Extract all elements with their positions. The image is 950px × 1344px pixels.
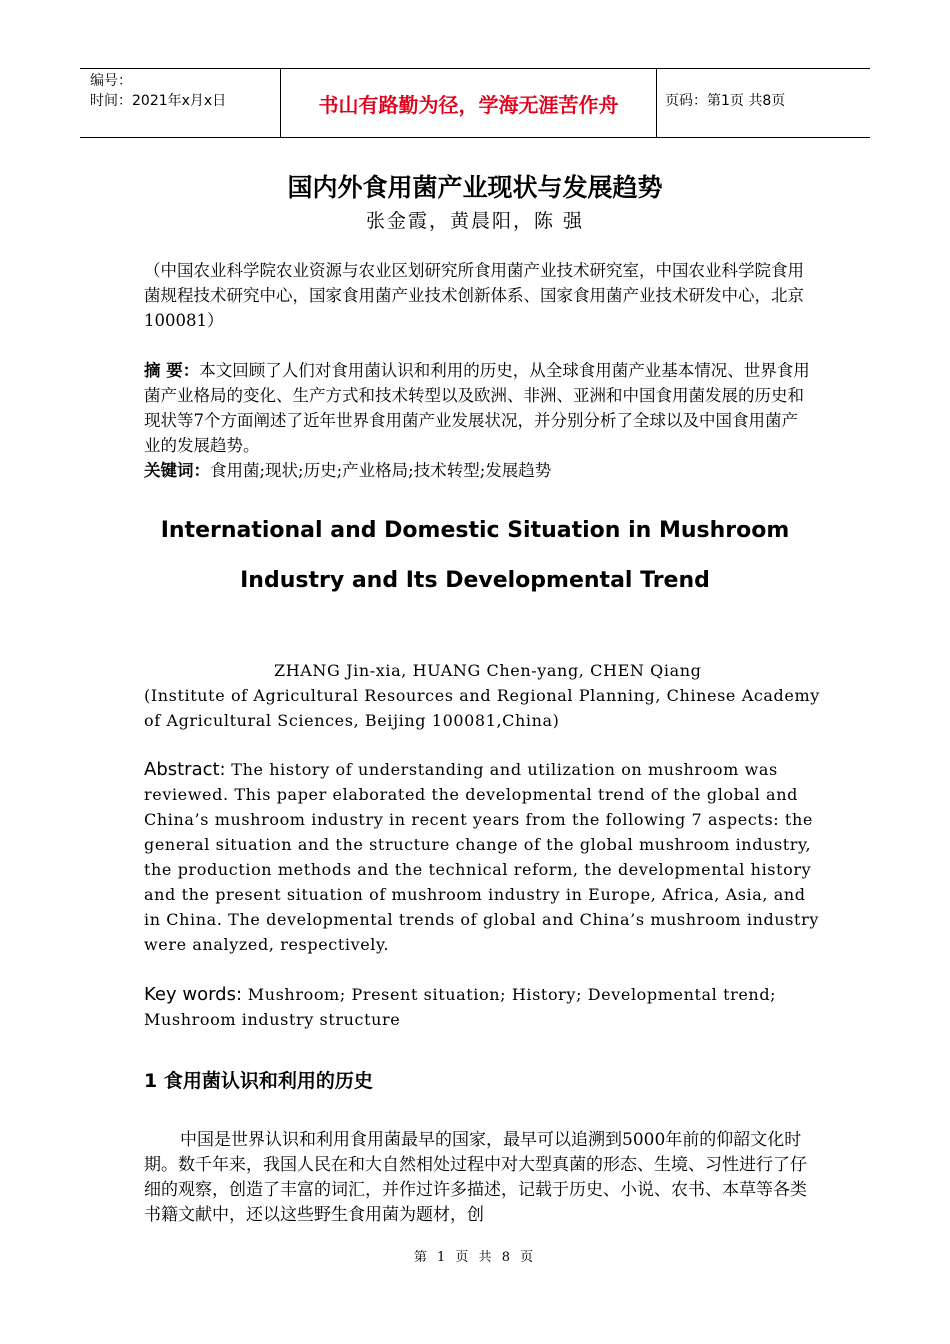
- section-1-heading: 1 食用菌认识和利用的历史: [144, 1070, 373, 1092]
- abstract-cn-text: 本文回顾了人们对食用菌认识和利用的历史，从全球食用菌产业基本情况、世界食用菌产业格局的变化、生产方式和技术转型以及欧洲、非洲、亚洲和中国食用菌发展的历史和现状等7个方面阐述了近年世界食用菌产业发展状况，并分别分析了全球以及中国食用菌产业的发展趋势。: [144, 361, 810, 455]
- article-title-cn: 国内外食用菌产业现状与发展趋势: [287, 173, 663, 202]
- header-motto: 书山有路勤为径，学海无涯苦作舟: [280, 69, 657, 137]
- section-1-body: 中国是世界认识和利用食用菌最早的国家，最早可以追溯到5000年前的仰韶文化时期。数千年来，我国人民在和大自然相处过程中对大型真菌的形态、生境、习性进行了仔细的观察，创造了丰富的词汇，并作过许多描述，记载于历史、小说、农书、本草等各类书籍文献中，还以这些野生食用菌为题材，创: [144, 1130, 807, 1225]
- abstract-en: [144, 757, 824, 957]
- header-page-label: 页码：第1页 共8页: [665, 93, 786, 109]
- abstract-cn: [144, 358, 814, 458]
- doc-code-label: 编号：: [90, 73, 132, 89]
- authors-en: ZHANG Jin-xia, HUANG Chen-yang, CHEN Qiang: [274, 661, 702, 680]
- doc-time-label: 时间：2021年x月x日: [90, 93, 227, 109]
- authors-cn: 张金霞，黄晨阳，陈 强: [365, 210, 585, 232]
- article-title-en-line1: International and Domestic Situation in Mushroom: [160, 518, 790, 543]
- keywords-en-text: Mushroom; Present situation; History; Developmental trend; Mushroom industry structure: [144, 985, 782, 1029]
- abstract-en-label: Abstract:: [144, 759, 226, 780]
- abstract-cn-label: 摘 要：: [144, 361, 200, 380]
- keywords-cn-label: 关键词：: [144, 461, 210, 480]
- page-footer: 第 1 页 共 8 页: [413, 1250, 537, 1265]
- keywords-cn: [144, 458, 814, 483]
- abstract-en-text: The history of understanding and utilization on mushroom was reviewed. This paper elaborated the developmental trend of the global and China’s mushroom industry in recent years from the following 7 aspects: the general situation and the structure change of the global mushroom industry, the production methods and the technical reform, the developmental history and the present situation of mushroom industry in Europe, Africa, Asia, and in China. The developmental trends of global and China’s mushroom industry were analyzed, respectively.: [144, 760, 825, 954]
- keywords-en: [144, 982, 824, 1032]
- affiliation-en: (Institute of Agricultural Resources and Regional Planning, Chinese Academy of Agricultural Sciences, Beijing 100081,China): [144, 686, 826, 730]
- affiliation-cn: （中国农业科学院农业资源与农业区划研究所食用菌产业技术研究室，中国农业科学院食用菌规程技术研究中心，国家食用菌产业技术创新体系、国家食用菌产业技术研发中心，北京 100081）: [144, 261, 804, 330]
- page-header: [80, 68, 870, 138]
- article-title-en-line2: Industry and Its Developmental Trend: [240, 568, 710, 593]
- header-left: [90, 71, 280, 111]
- keywords-en-label: Key words:: [144, 984, 243, 1005]
- keywords-cn-text: 食用菌;现状;历史;产业格局;技术转型;发展趋势: [210, 461, 552, 480]
